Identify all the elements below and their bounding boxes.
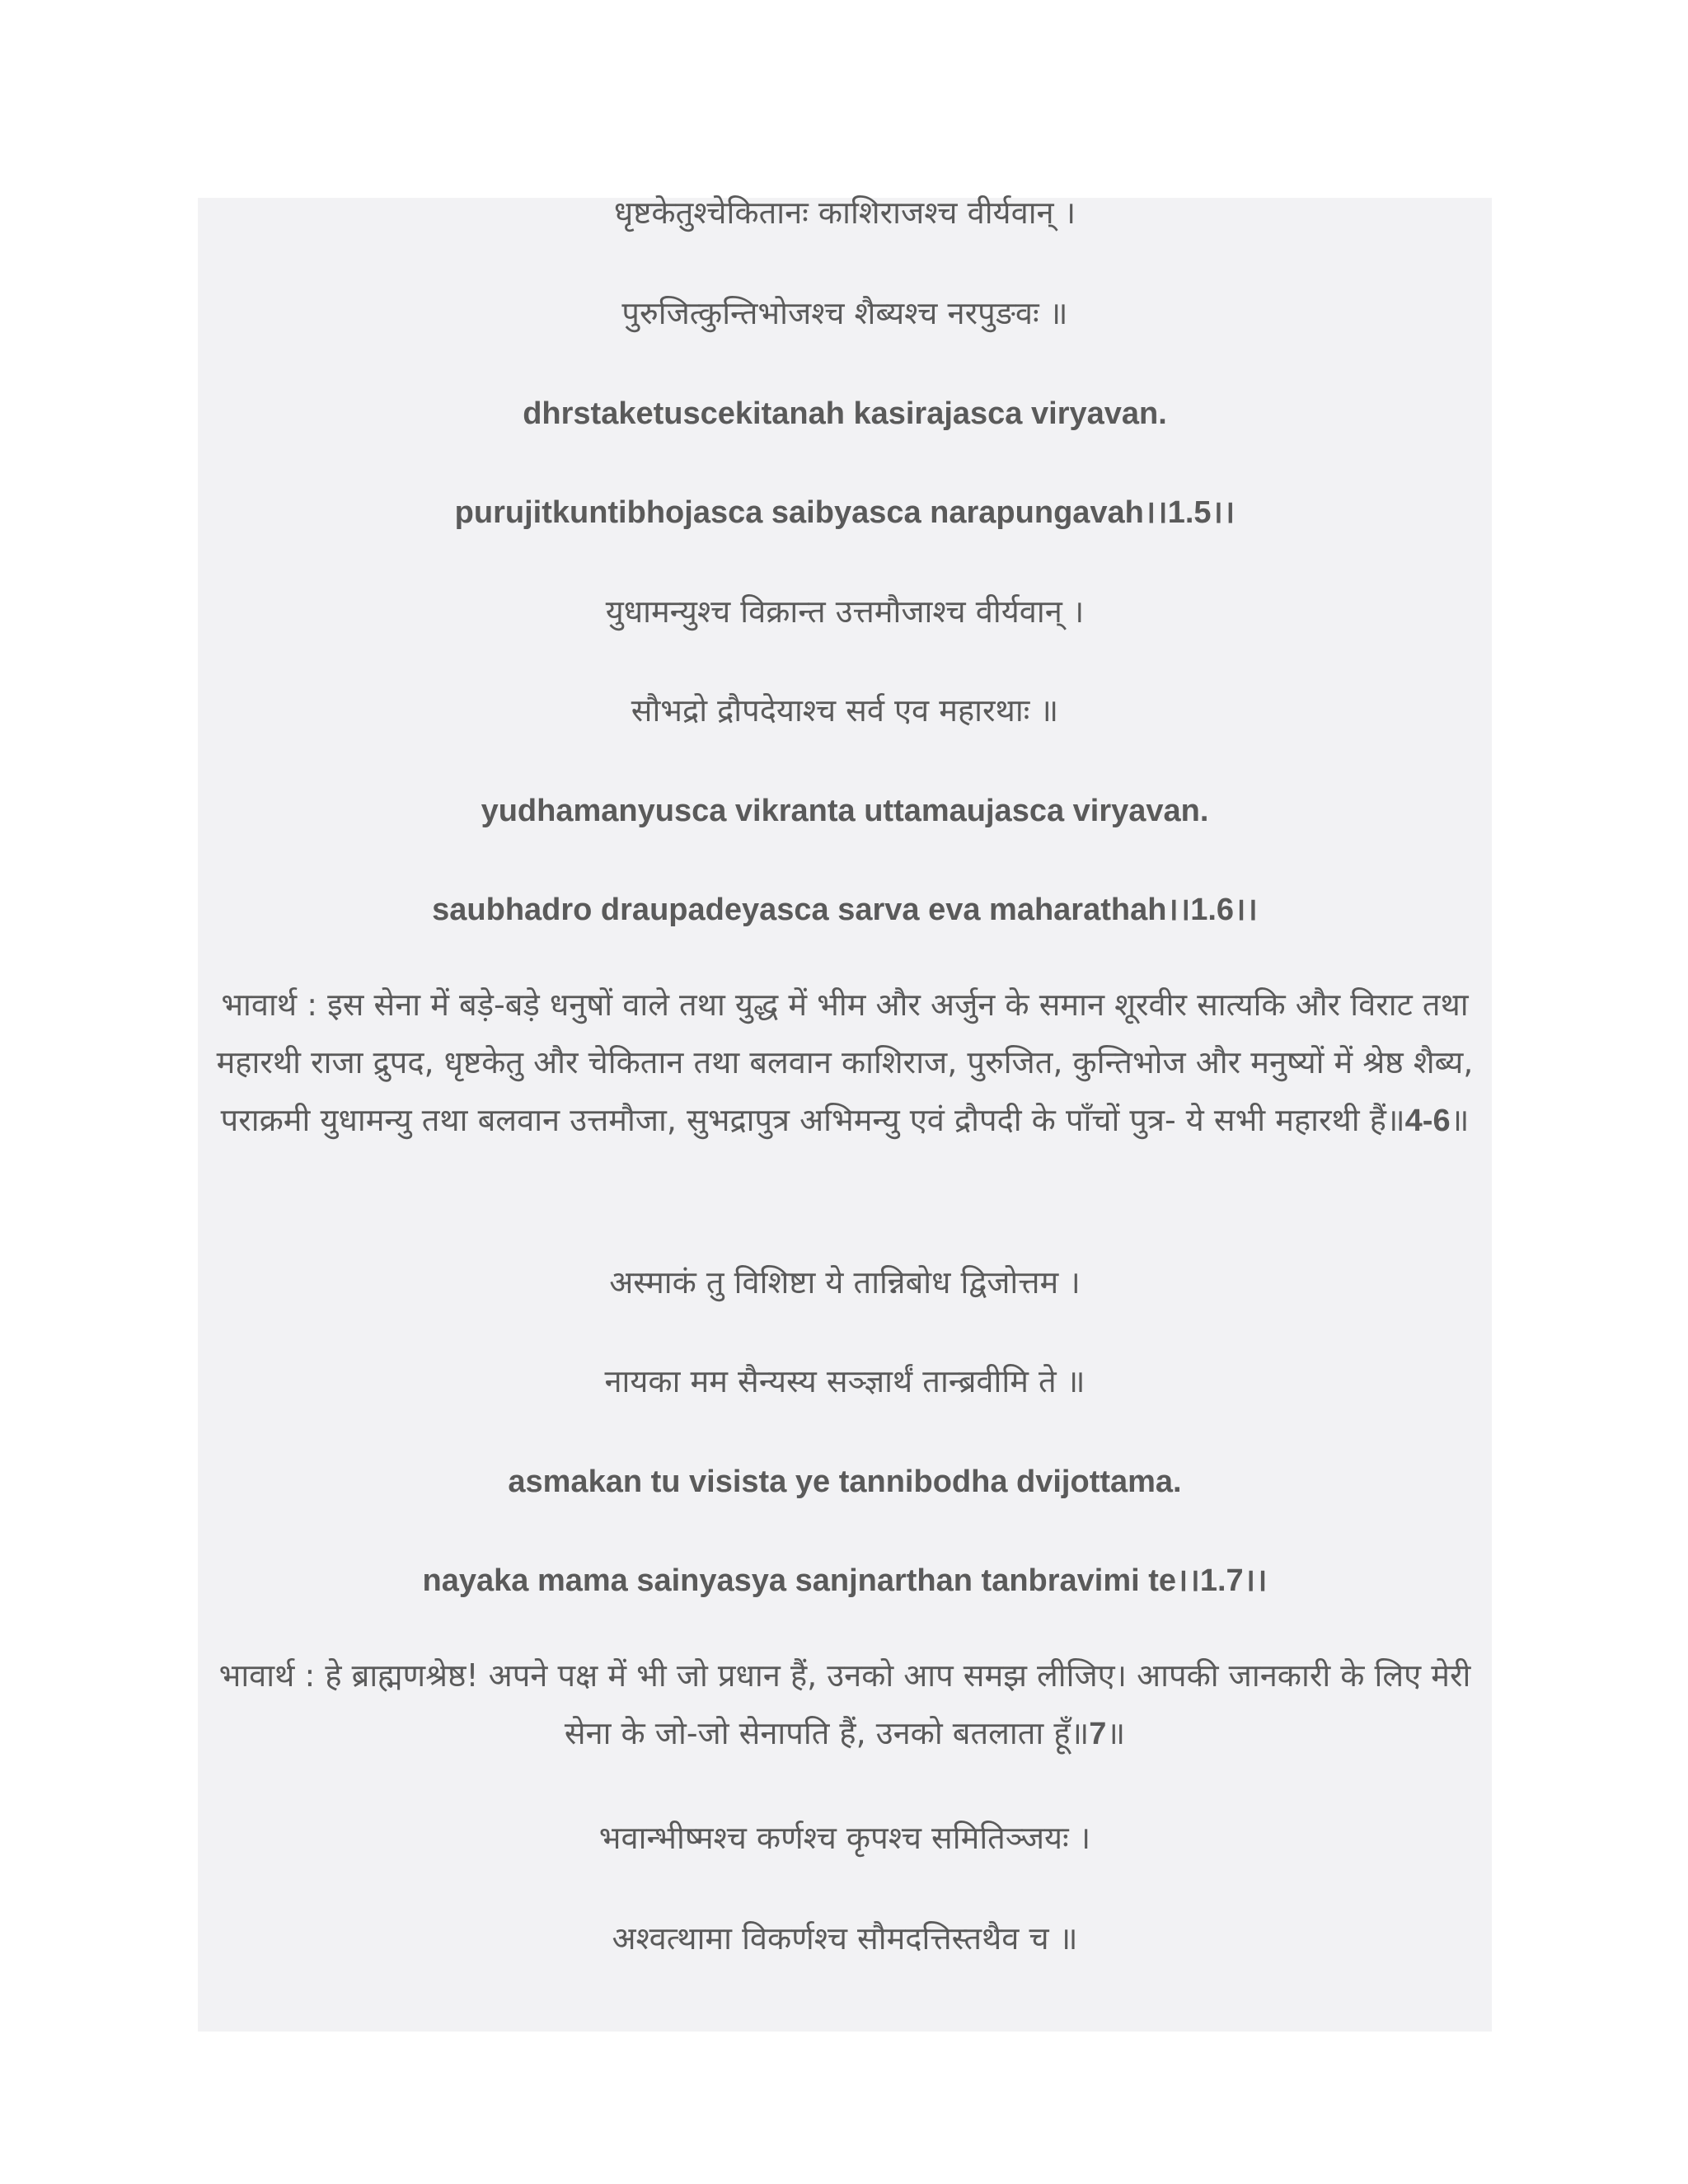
meaning-4-6-end: ॥ <box>1450 1102 1470 1138</box>
meaning-7-text: भावार्थ : हे ब्राह्मणश्रेष्ठ! अपने पक्ष में भी जो प्रधान हैं, उनको आप समझ लीजिए। आपकी जानकारी के लिए मेरी सेना के जो-जो सेनापति हैं, उनको बतलाता हूँ॥ <box>218 1657 1471 1751</box>
verse-6-transliteration-line-1: yudhamanyusca vikranta uttamaujasca viryavan. <box>481 794 1209 828</box>
meaning-7-number: 7 <box>1089 1717 1107 1751</box>
verse-7-transliteration-line-2: nayaka mama sainyasya sanjnarthan tanbravimi te।।1.7।। <box>422 1563 1268 1598</box>
verse-5-transliteration-line-2: purujitkuntibhojasca saibyasca narapungavah।।1.5।। <box>454 495 1236 530</box>
verse-7-sanskrit-line-1: अस्माकं तु विशिष्टा ये तान्निबोध द्विजोत्तम । <box>609 1264 1081 1301</box>
verse-7-transliteration-line-1: asmakan tu visista ye tannibodha dvijottama. <box>508 1465 1182 1499</box>
verse-6-transliteration-line-2: saubhadro draupadeyasca sarva eva maharathah।।1.6।। <box>432 893 1258 927</box>
meaning-4-6-text: भावार्थ : इस सेना में बड़े-बड़े धनुषों वाले तथा युद्ध में भीम और अर्जुन के समान शूरवीर सात्यकि और विराट तथा महारथी राजा द्रुपद, धृष्टकेतु और चेकितान तथा बलवान काशिराज, पुरुजित, कुन्तिभोज और मनुष्यों में श्रेष्ठ शैब्य, पराक्रमी युधामन्यु तथा बलवान उत्तमौजा, सुभद्रापुत्र अभिमन्यु एवं द्रौपदी के पाँचों पुत्र- ये सभी महारथी हैं॥ <box>216 987 1474 1138</box>
verse-6-sanskrit-line-2: सौभद्रो द्रौपदेयाश्च सर्व एव महारथाः ॥ <box>631 692 1059 729</box>
page-panel <box>198 194 1492 2032</box>
verse-5-sanskrit-line-1: धृष्टकेतुश्चेकितानः काशिराजश्च वीर्यवान्‌ । <box>613 194 1076 231</box>
meaning-verses-4-6 <box>214 976 1475 1150</box>
verse-6-sanskrit-line-1: युधामन्युश्च विक्रान्त उत्तमौजाश्च वीर्यवान्‌ । <box>605 593 1085 630</box>
verse-5-transliteration-line-1: dhrstaketuscekitanah kasirajasca viryavan. <box>523 396 1167 431</box>
meaning-verse-7 <box>214 1647 1475 1763</box>
verse-5-sanskrit-line-2: पुरुजित्कुन्तिभोजश्च शैब्यश्च नरपुङवः ॥ <box>621 295 1068 331</box>
verse-7-sanskrit-line-2: नायका मम सैन्यस्य सञ्ज्ञार्थं तान्ब्रवीमि ते ॥ <box>604 1363 1085 1399</box>
verse-8-sanskrit-line-1: भवान्भीष्मश्च कर्णश्च कृपश्च समितिञ्जयः । <box>598 1820 1091 1856</box>
meaning-4-6-number: 4-6 <box>1404 1104 1451 1138</box>
meaning-7-end: ॥ <box>1106 1715 1126 1751</box>
verse-8-sanskrit-line-2: अश्वत्थामा विकर्णश्च सौमदत्तिस्तथैव च ॥ <box>612 1920 1078 1957</box>
